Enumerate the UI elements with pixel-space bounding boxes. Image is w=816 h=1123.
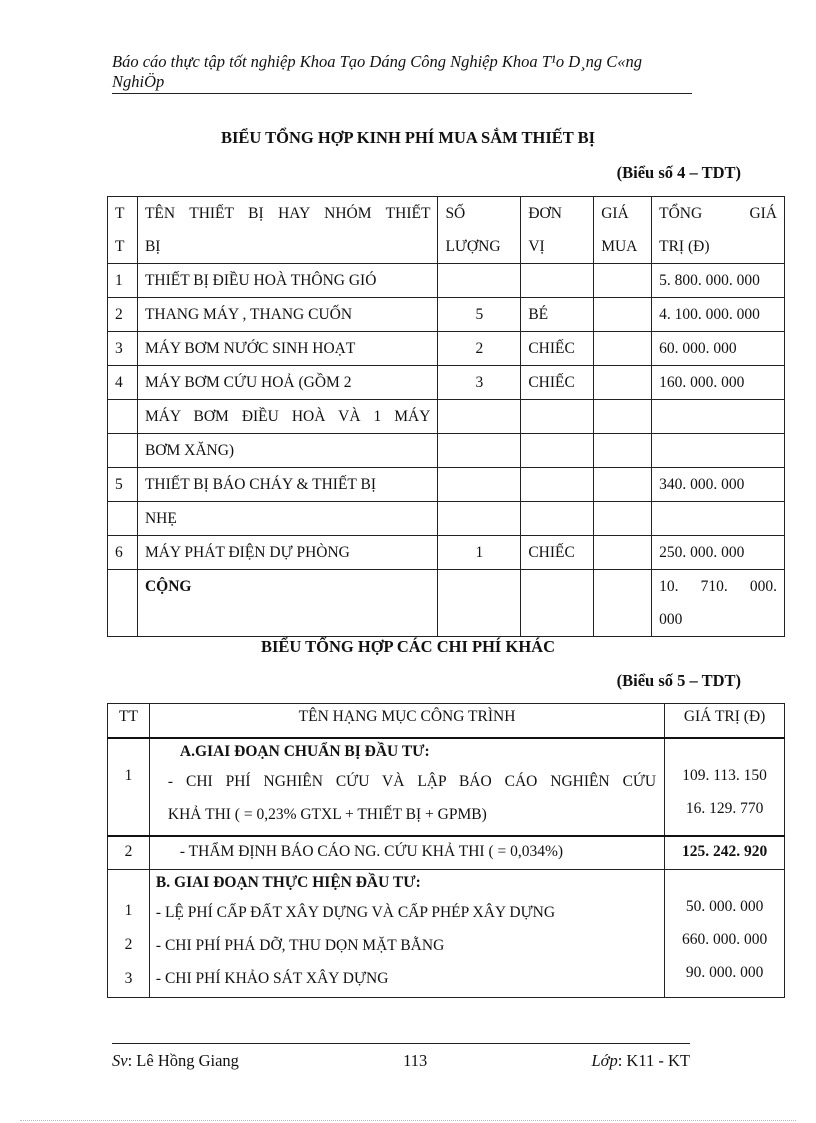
header-text: BỊ	[144, 238, 161, 255]
cell-tt: 4	[108, 366, 138, 400]
section-a-tt: 1	[108, 738, 150, 836]
cell-qty: 2	[438, 332, 521, 366]
header-text: LƯỢNG	[445, 238, 501, 255]
cell-name: MÁY BƠM CỨU HOẢ (GỒM 2	[137, 366, 438, 400]
cell-qty: 1	[438, 536, 521, 570]
cell-name: MÁY BƠM ĐIỀU HOÀ VÀ 1 MÁY	[137, 400, 438, 434]
cell-total	[652, 434, 785, 468]
cell-unit	[521, 468, 594, 502]
student-label: Sv	[112, 1051, 128, 1070]
table4-subtitle: (Biểu số 4 – TDT)	[616, 163, 741, 182]
cell-qty	[438, 264, 521, 298]
table5-title: BIỂU TỔNG HỢP CÁC CHI PHÍ KHÁC	[261, 637, 555, 656]
cell-tt: 5	[108, 468, 138, 502]
bottom-divider	[20, 1120, 796, 1122]
total-value: 000	[659, 611, 683, 628]
cell-total: 340. 000. 000	[652, 468, 785, 502]
cell-name: BƠM XĂNG)	[137, 434, 438, 468]
cell-qty: 3	[438, 366, 521, 400]
item-value: 50. 000. 000	[685, 898, 764, 915]
section-b-row	[108, 870, 785, 998]
row-2-value: 125. 242. 920	[665, 836, 785, 870]
table-total-row	[108, 570, 785, 637]
cell-tt: 3	[108, 332, 138, 366]
section-a-values	[665, 738, 785, 836]
cell-name: MÁY PHÁT ĐIỆN DỰ PHÒNG	[137, 536, 438, 570]
student-name: : Lê Hồng Giang	[127, 1051, 239, 1070]
cell-name: NHẸ	[137, 502, 438, 536]
col-total-header	[652, 197, 785, 264]
header-text: TÊN THIẾT BỊ HAY NHÓM THIẾT	[144, 205, 431, 222]
col-unit-header	[521, 197, 594, 264]
header-text: ĐƠN	[528, 205, 562, 222]
header-text: T	[115, 238, 125, 255]
table-row	[108, 366, 785, 400]
total-value-cell	[652, 570, 785, 637]
cell-unit	[521, 434, 594, 468]
header-text: TRỊ (Đ)	[659, 238, 710, 255]
table-row	[108, 264, 785, 298]
class-info	[591, 1051, 690, 1071]
cell-price	[594, 536, 652, 570]
cell-total: 250. 000. 000	[652, 536, 785, 570]
section-b-heading: B. GIAI ĐOẠN THỰC HIỆN ĐẦU TƯ:	[155, 874, 421, 891]
section-a-heading: A.GIAI ĐOẠN CHUẨN BỊ ĐẦU TƯ:	[179, 743, 430, 760]
section-b-values	[665, 870, 785, 998]
total-tt-cell	[108, 570, 138, 637]
other-costs-table	[107, 703, 785, 998]
header-text: T	[115, 205, 125, 222]
cell-total	[652, 400, 785, 434]
cell-total: 5. 800. 000. 000	[652, 264, 785, 298]
col-value-header: GIÁ TRỊ (Đ)	[665, 704, 785, 739]
section-a-row	[108, 738, 785, 836]
section-a-value2: 16. 129. 770	[685, 800, 764, 817]
item-value: 90. 000. 000	[685, 964, 764, 981]
section-a-line2: KHẢ THI ( = 0,23% GTXL + THIẾT BỊ + GPMB)	[167, 806, 487, 823]
item-number: 2	[124, 936, 133, 953]
row-2-name: - THẨM ĐỊNH BÁO CÁO NG. CỨU KHẢ THI ( = 0,034%)	[149, 836, 664, 870]
cell-total: 160. 000. 000	[652, 366, 785, 400]
cell-price	[594, 264, 652, 298]
list-item: - CHI PHÍ KHẢO SÁT XÂY DỰNG	[155, 970, 389, 987]
table4-title: BIỂU TỔNG HỢP KINH PHÍ MUA SẮM THIẾT BỊ	[220, 128, 596, 147]
header-line-1: Báo cáo thực tập tốt nghiệp Khoa Tạo Dáng Công Nghiệp Khoa T¹o D¸ng C«ng	[112, 52, 643, 71]
cell-qty	[438, 434, 521, 468]
cell-total: 60. 000. 000	[652, 332, 785, 366]
table-row	[108, 536, 785, 570]
cell-total: 4. 100. 000. 000	[652, 298, 785, 332]
total-label: CỘNG	[137, 570, 438, 637]
col-name-header: TÊN HẠNG MỤC CÔNG TRÌNH	[149, 704, 664, 739]
col-tt-header: TT	[108, 704, 150, 739]
cell-unit: CHIẾC	[521, 536, 594, 570]
cell-qty: 5	[438, 298, 521, 332]
equipment-cost-table	[107, 196, 785, 637]
col-tt-header	[108, 197, 138, 264]
section-a-content	[149, 738, 664, 836]
cell-price	[594, 400, 652, 434]
cell-unit: CHIẾC	[521, 332, 594, 366]
section-a-value1: 109. 113. 150	[682, 767, 767, 784]
cell-price	[594, 468, 652, 502]
col-qty-header	[438, 197, 521, 264]
page-footer	[112, 1043, 690, 1071]
cell-total	[652, 502, 785, 536]
table-header-row	[108, 704, 785, 739]
cell-unit	[521, 502, 594, 536]
cell-price	[594, 332, 652, 366]
table-row	[108, 298, 785, 332]
cell-tt	[108, 400, 138, 434]
header-line-2: NghiÖp	[112, 72, 165, 91]
section-b-tt-list	[108, 870, 150, 998]
cell-tt: 6	[108, 536, 138, 570]
cell-tt: 1	[108, 264, 138, 298]
header-text: MUA	[601, 238, 638, 255]
cell-qty	[438, 468, 521, 502]
cell-name: THIẾT BỊ ĐIỀU HOÀ THÔNG GIÓ	[137, 264, 438, 298]
cell-qty	[438, 400, 521, 434]
item-value: 660. 000. 000	[681, 931, 768, 948]
cell-unit	[521, 400, 594, 434]
cell-name: THIẾT BỊ BÁO CHÁY & THIẾT BỊ	[137, 468, 438, 502]
list-item: - LỆ PHÍ CẤP ĐẤT XÂY DỰNG VÀ CẤP PHÉP XÂY DỰNG	[155, 904, 556, 921]
header-text: GIÁ	[601, 205, 629, 222]
class-label: Lớp	[591, 1051, 618, 1070]
table-header-row	[108, 197, 785, 264]
cell-qty	[438, 502, 521, 536]
cell-price	[594, 502, 652, 536]
section-a-line1: - CHI PHÍ NGHIÊN CỨU VÀ LẬP BÁO CÁO NGHIÊN CỨU	[167, 773, 657, 790]
section-b-content	[149, 870, 664, 998]
class-value: : K11 - KT	[617, 1051, 690, 1070]
row-2	[108, 836, 785, 870]
table-row	[108, 468, 785, 502]
total-qty-cell	[438, 570, 521, 637]
student-info	[112, 1051, 239, 1071]
header-text: TỔNG GIÁ	[659, 205, 777, 222]
col-price-header	[594, 197, 652, 264]
page-number: 113	[403, 1051, 428, 1070]
item-number: 1	[124, 902, 133, 919]
table-row	[108, 502, 785, 536]
total-unit-cell	[521, 570, 594, 637]
header-text: VỊ	[528, 238, 545, 255]
cell-name: THANG MÁY , THANG CUỐN	[137, 298, 438, 332]
total-price-cell	[594, 570, 652, 637]
total-value: 10. 710. 000.	[659, 578, 777, 595]
header-text: SỐ	[445, 205, 466, 222]
cell-tt: 2	[108, 298, 138, 332]
cell-tt	[108, 434, 138, 468]
table-row	[108, 332, 785, 366]
cell-unit	[521, 264, 594, 298]
item-number: 3	[124, 970, 133, 987]
cell-price	[594, 434, 652, 468]
table-row	[108, 400, 785, 434]
cell-name: MÁY BƠM NƯỚC SINH HOẠT	[137, 332, 438, 366]
cell-unit: BÉ	[521, 298, 594, 332]
cell-price	[594, 298, 652, 332]
row-2-tt: 2	[108, 836, 150, 870]
cell-price	[594, 366, 652, 400]
col-name-header	[137, 197, 438, 264]
page-header	[112, 52, 692, 94]
cell-unit: CHIẾC	[521, 366, 594, 400]
table5-subtitle: (Biểu số 5 – TDT)	[616, 671, 741, 690]
cell-tt	[108, 502, 138, 536]
table-row	[108, 434, 785, 468]
list-item: - CHI PHÍ PHÁ DỠ, THU DỌN MẶT BẰNG	[155, 937, 445, 954]
